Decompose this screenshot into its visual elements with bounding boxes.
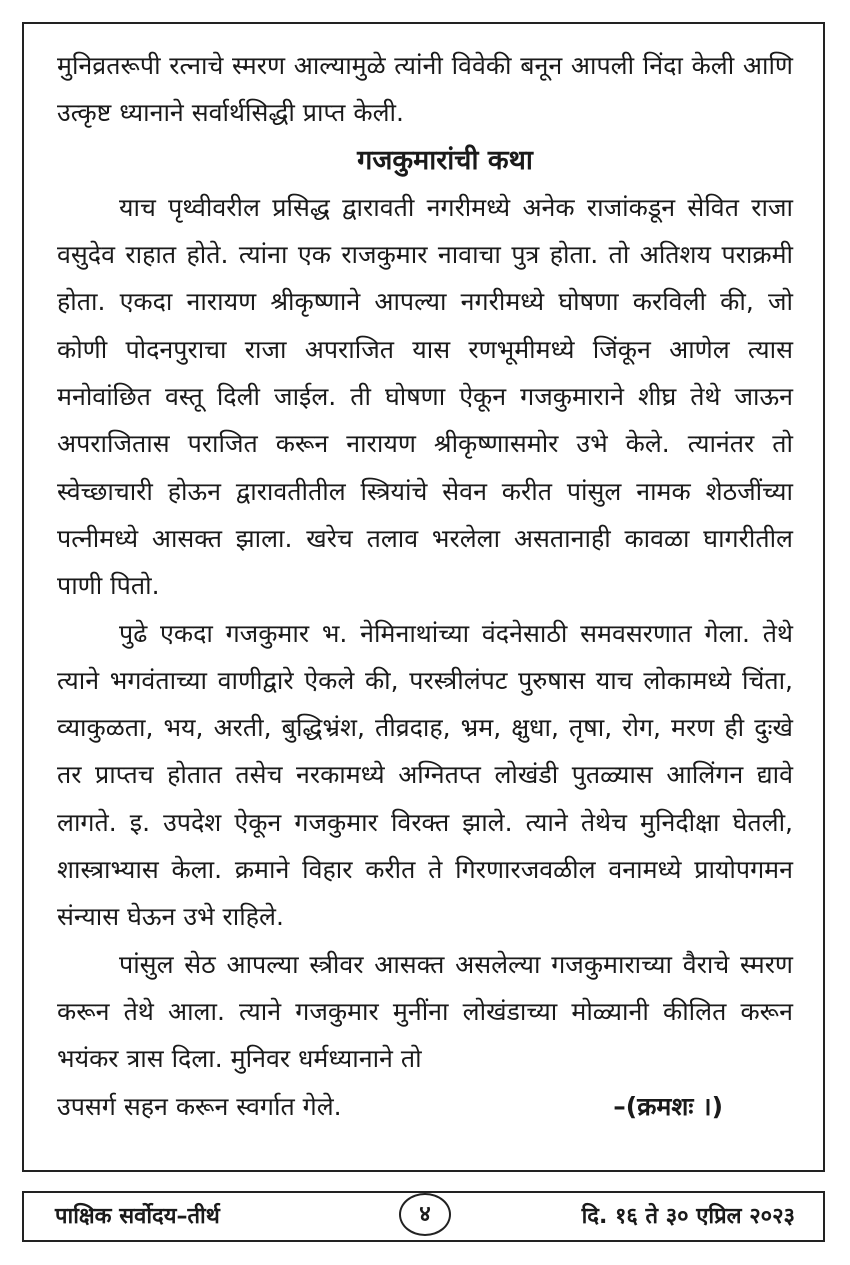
continued-mark: –(क्रमशः ।) <box>613 1091 723 1121</box>
intro-paragraph: मुनिव्रतरूपी रत्नाचे स्मरण आल्यामुळे त्यांनी विवेकी बनून आपली निंदा केली आणि उत्कृष्ट ध्यानाने सर्वार्थसिद्धी प्राप्त केली. <box>57 51 793 128</box>
page-number: ४ <box>399 1193 451 1236</box>
story-paragraph-2: पुढे एकदा गजकुमार भ. नेमिनाथांच्या वंदनेसाठी समवसरणात गेला. तेथे त्याने भगवंताच्या वाणीद्वारे ऐकले की, परस्त्रीलंपट पुरुषास याच लोकामध्ये चिंता, व्याकुळता, भय, अरती, बुद्धिभ्रंश, तीव्रदाह, भ्रम, क्षुधा, तृषा, रोग, मरण ही दुःखे तर प्राप्तच होतात तसेच नरकामध्ये अग्नितप्त लोखंडी पुतळ्यास आलिंगन द्यावे लागते. इ. उपदेश ऐकून गजकुमार विरक्त झाले. त्याने तेथेच मुनिदीक्षा घेतली, शास्त्राभ्यास केला. क्रमाने विहार करीत ते गिरणारजवळील वनामध्ये प्रायोपगमन संन्यास घेऊन उभे राहिले. <box>57 618 793 932</box>
publication-name: पाक्षिक सर्वोदय–तीर्थ <box>55 1204 220 1229</box>
story-paragraph-1: याच पृथ्वीवरील प्रसिद्ध द्वारावती नगरीमध्ये अनेक राजांकडून सेवित राजा वसुदेव राहात होते. त्यांना एक राजकुमार नावाचा पुत्र होता. तो अतिशय पराक्रमी होता. एकदा नारायण श्रीकृष्णाने आपल्या नगरीमध्ये घोषणा करविली की, जो कोणी पोदनपुराचा राजा अपराजित यास रणभूमीमध्ये जिंकून आणेल त्यास मनोवांछित वस्तू दिली जाईल. ती घोषणा ऐकून गजकुमाराने शीघ्र तेथे जाऊन अपराजितास पराजित करून नारायण श्रीकृष्णासमोर उभे केले. त्यानंतर तो स्वेच्छाचारी होऊन द्वारावतीतील स्त्रियांचे सेवन करीत पांसुल नामक शेठजींच्या पत्नीमध्ये आसक्त झाला. खरेच तलाव भरलेला असतानाही कावळा घागरीतील पाणी पितो. <box>57 192 793 601</box>
story-paragraph-3-last-line <box>57 1083 793 1130</box>
issue-date: दि. १६ ते ३० एप्रिल २०२३ <box>581 1204 795 1229</box>
page-footer <box>22 1191 825 1242</box>
story-paragraph-3: पांसुल सेठ आपल्या स्त्रीवर आसक्त असलेल्या गजकुमाराच्या वैराचे स्मरण करून तेथे आला. त्याने गजकुमार मुनींना लोखंडाच्या मोळ्यानी कीलित करून भयंकर त्रास दिला. मुनिवर धर्मध्यानाने तो <box>57 949 793 1074</box>
story-title: गजकुमारांची कथा <box>357 144 533 176</box>
story-paragraph-3-ending: उपसर्ग सहन करून स्वर्गात गेले. <box>57 1091 342 1121</box>
article-frame <box>22 22 825 1172</box>
